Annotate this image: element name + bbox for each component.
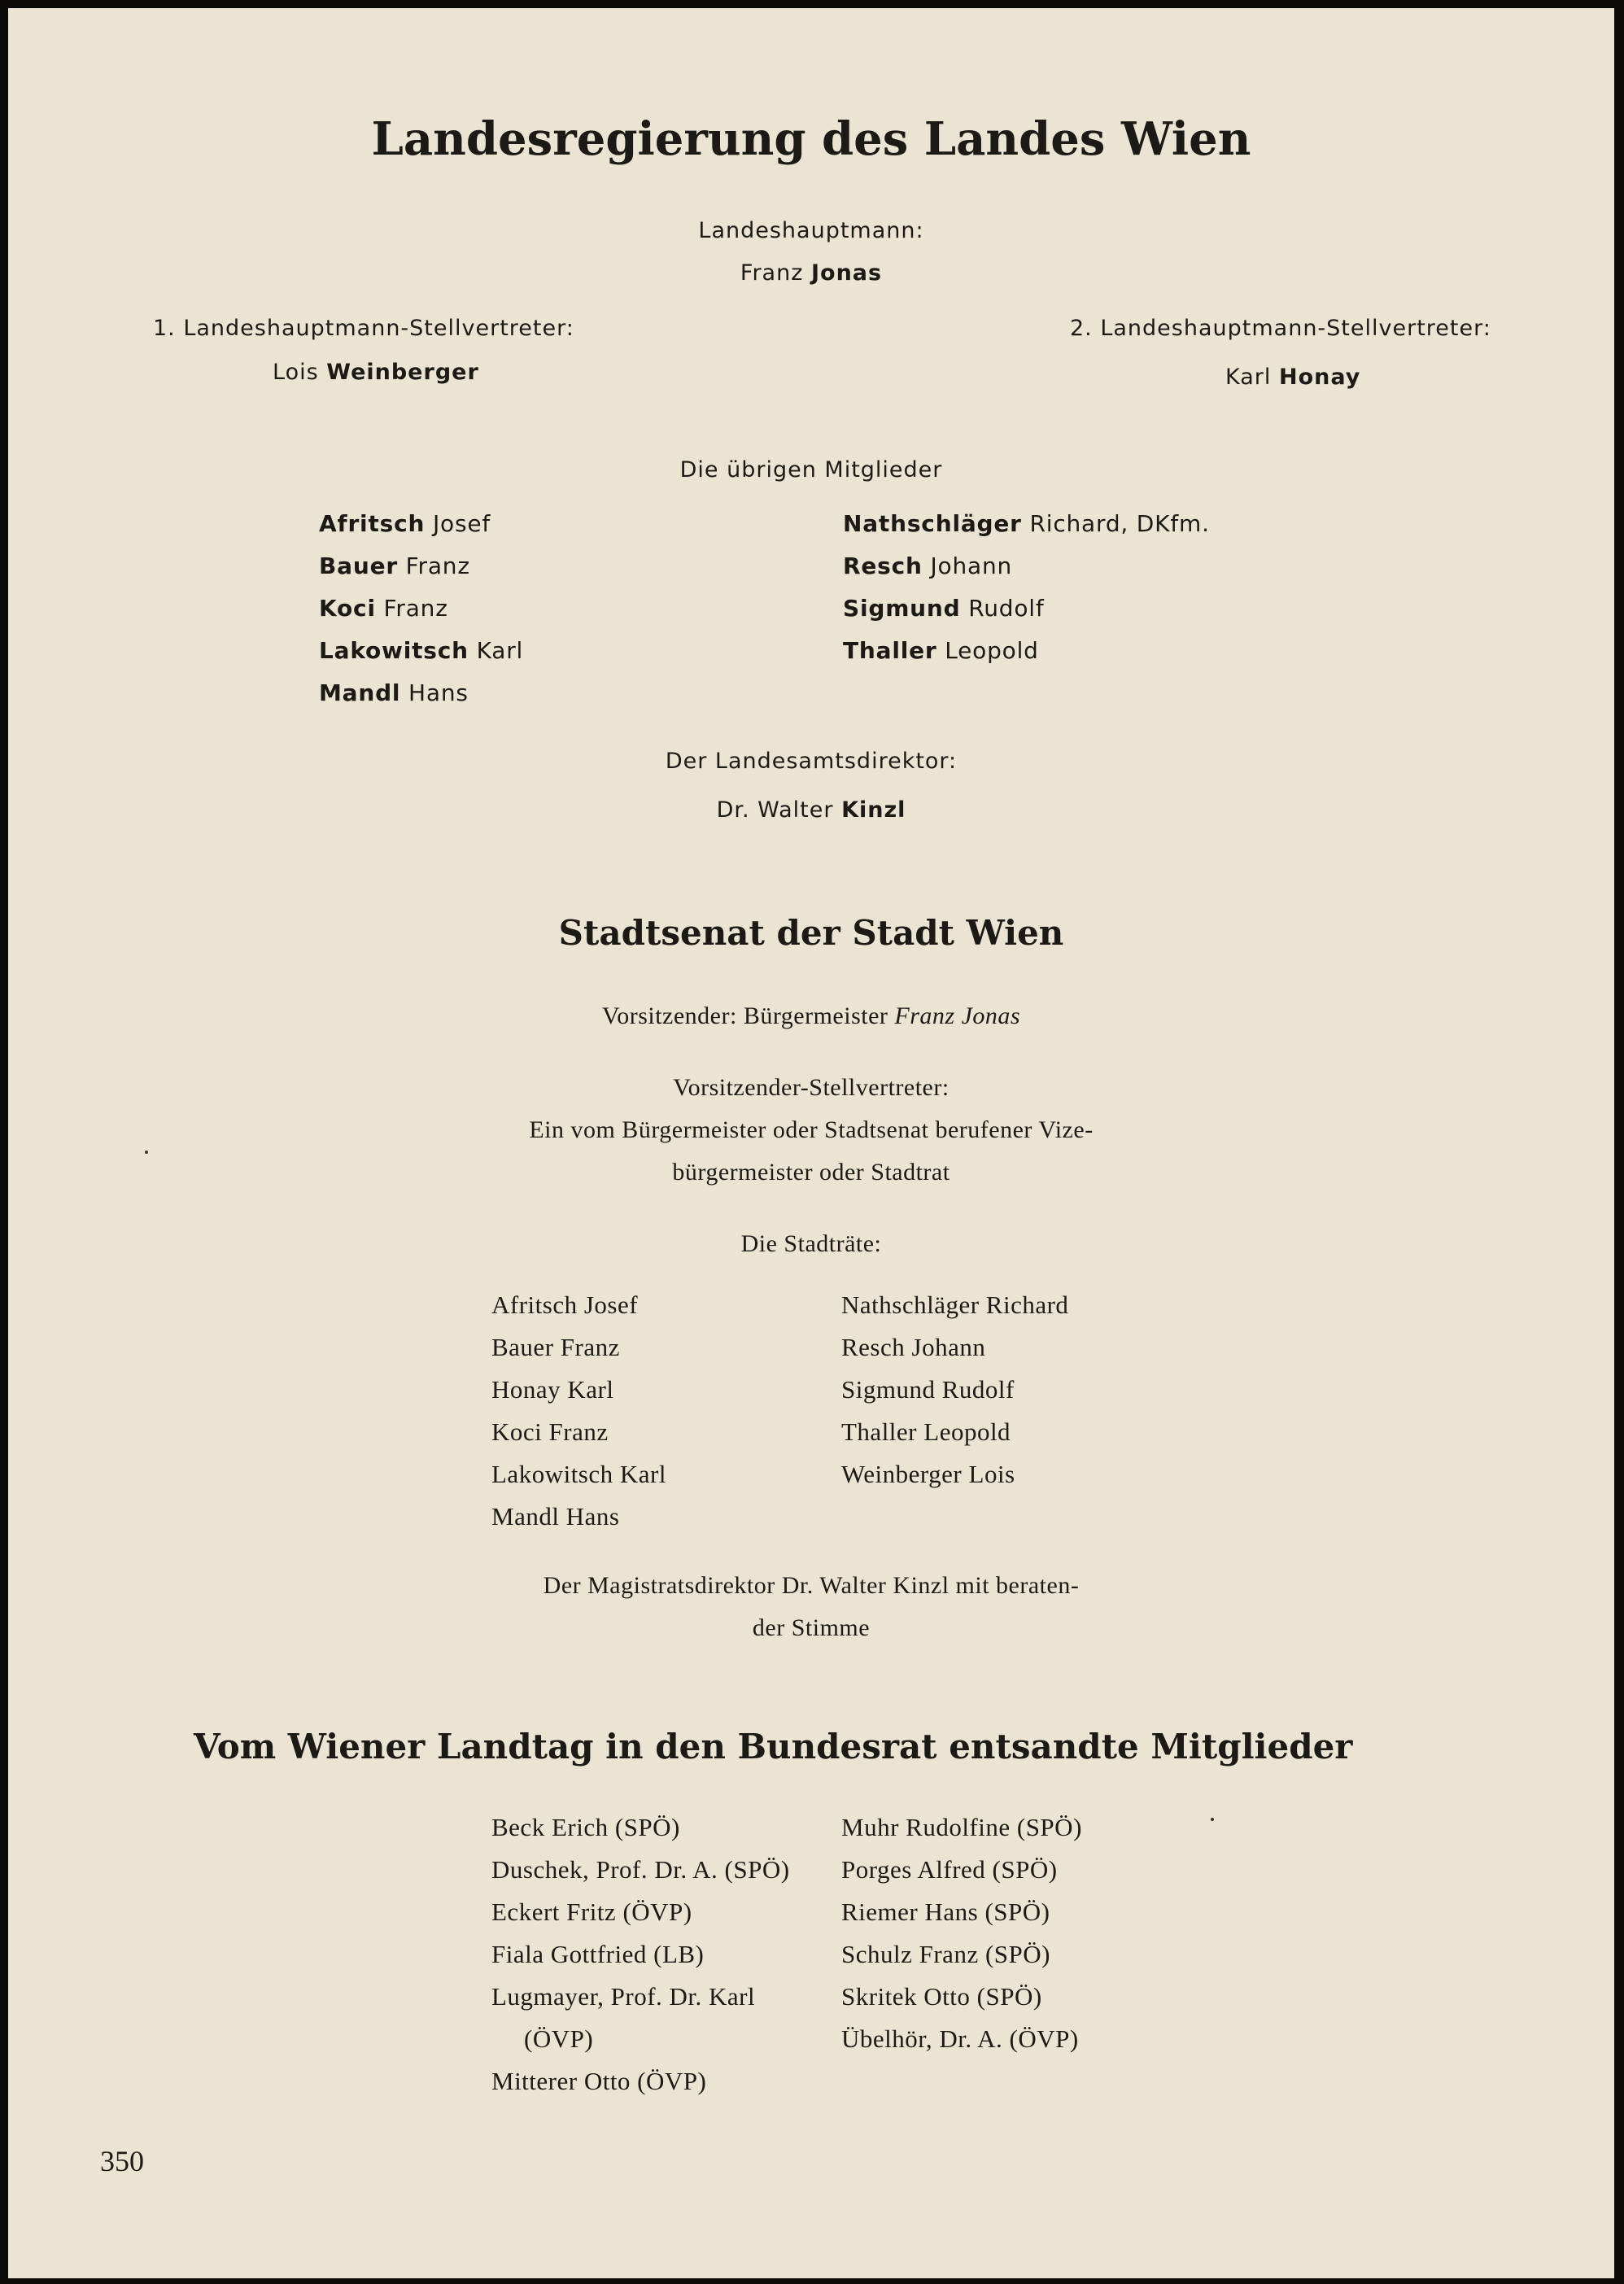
list-item: Afritsch Josef [491, 1290, 639, 1319]
last-name: Honay [1278, 365, 1361, 390]
list-item: Nathschläger Richard [841, 1290, 1069, 1319]
list-item: (ÖVP) [524, 2024, 594, 2053]
list-item: Sigmund Rudolf [843, 595, 1045, 622]
list-item: Muhr Rudolfine (SPÖ) [841, 1813, 1082, 1841]
first-name: Dr. Walter [716, 797, 834, 823]
first-name: Karl [1225, 365, 1272, 390]
chair-label: Vorsitzender: Bürgermeister [601, 1002, 888, 1029]
list-item: Lugmayer, Prof. Dr. Karl [491, 1982, 756, 2011]
deputy-text-line-1: Ein vom Bürgermeister oder Stadtsenat berufener Vize- [529, 1116, 1094, 1143]
direktor-label: Der Landesamtsdirektor: [665, 749, 958, 774]
document-page [8, 8, 1614, 2278]
stadtsenat-title: Stadtsenat der Stadt Wien [558, 913, 1064, 953]
note-line-2: der Stimme [752, 1614, 871, 1641]
list-item: Beck Erich (SPÖ) [491, 1813, 680, 1841]
list-item: Mitterer Otto (ÖVP) [491, 2067, 707, 2095]
list-item: Thaller Leopold [843, 637, 1039, 664]
list-item: Lakowitsch Karl [491, 1460, 666, 1488]
list-item: Mandl Hans [319, 679, 469, 706]
deputy-label: Vorsitzender-Stellvertreter: [673, 1074, 950, 1101]
members-right-list [843, 503, 1210, 672]
stellvertreter-1-name [273, 360, 479, 385]
list-item: Honay Karl [491, 1375, 614, 1404]
list-item: Resch Johann [843, 552, 1013, 579]
last-name: Weinberger [326, 360, 479, 385]
stellvertreter-2-name [1225, 365, 1360, 390]
chair-name: Franz Jonas [894, 1002, 1021, 1029]
stellvertreter-1-label: 1. Landeshauptmann-Stellvertreter: [153, 316, 574, 341]
list-item: Riemer Hans (SPÖ) [841, 1898, 1050, 1926]
list-item: Nathschläger Richard, DKfm. [843, 510, 1210, 537]
last-name: Kinzl [841, 797, 906, 823]
list-item: Schulz Franz (SPÖ) [841, 1940, 1050, 1968]
council-left-list [491, 1284, 666, 1538]
list-item: Bauer Franz [491, 1333, 620, 1361]
direktor-name [8, 797, 1614, 823]
page-number: 350 [100, 2145, 144, 2177]
members-left-list [319, 503, 523, 714]
list-item: Bauer Franz [319, 552, 470, 579]
list-item: Eckert Fritz (ÖVP) [491, 1898, 692, 1926]
list-item: Lakowitsch Karl [319, 637, 524, 664]
first-name: Franz [740, 260, 804, 286]
list-item: Duschek, Prof. Dr. A. (SPÖ) [491, 1855, 790, 1884]
list-item: Übelhör, Dr. A. (ÖVP) [841, 2024, 1079, 2053]
chair-line [8, 1002, 1614, 1030]
paper-speck [1211, 1818, 1214, 1821]
last-name: Jonas [810, 260, 883, 286]
deputy-text-line-2: bürgermeister oder Stadtrat [672, 1159, 950, 1186]
list-item: Sigmund Rudolf [841, 1375, 1015, 1404]
landeshauptmann-label: Landeshauptmann: [698, 218, 924, 243]
stellvertreter-2-label: 2. Landeshauptmann-Stellvertreter: [1070, 316, 1491, 341]
list-item: Skritek Otto (SPÖ) [841, 1982, 1042, 2011]
list-item: Mandl Hans [491, 1502, 620, 1531]
council-label: Die Stadträte: [740, 1230, 882, 1257]
paper-speck [145, 1151, 148, 1154]
bundesrat-left-list [491, 1806, 790, 2103]
list-item: Porges Alfred (SPÖ) [841, 1855, 1058, 1884]
bundesrat-right-list [841, 1806, 1082, 2060]
list-item: Fiala Gottfried (LB) [491, 1940, 705, 1968]
list-item: Koci Franz [491, 1417, 609, 1446]
bundesrat-title: Vom Wiener Landtag in den Bundesrat entsandte Mitglieder [194, 1727, 1353, 1766]
list-item: Resch Johann [841, 1333, 986, 1361]
council-right-list [841, 1284, 1068, 1496]
members-label: Die übrigen Mitglieder [679, 457, 943, 483]
note-line-1: Der Magistratsdirektor Dr. Walter Kinzl mit beraten- [543, 1572, 1080, 1599]
first-name: Lois [273, 360, 319, 385]
list-item: Koci Franz [319, 595, 448, 622]
list-item: Afritsch Josef [319, 510, 491, 537]
list-item: Weinberger Lois [841, 1460, 1015, 1488]
landeshauptmann-name [8, 260, 1614, 286]
list-item: Thaller Leopold [841, 1417, 1011, 1446]
landesregierung-title: Landesregierung des Landes Wien [371, 112, 1251, 166]
